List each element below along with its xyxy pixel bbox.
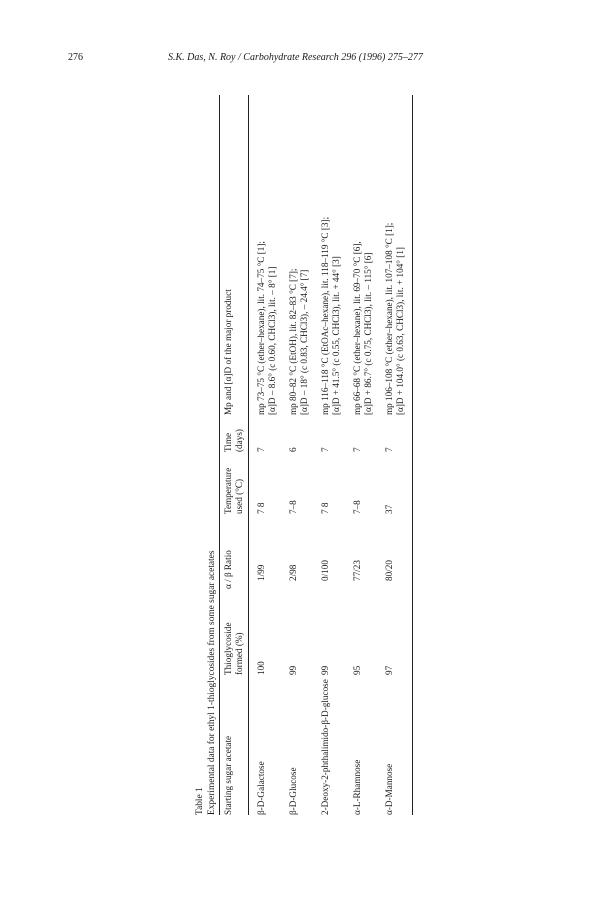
header-starting-sugar: Starting sugar acetate <box>220 675 249 815</box>
cell-temperature: 37 <box>377 452 413 514</box>
cell-mp: mp 106–108 °C (ether–hexane), lit. 107–108 °C [1]; [α]D + 104.0° (c 0.63, CHCl3), lit. + 104° [1] <box>377 95 413 415</box>
cell-ratio: 77/23 <box>351 560 362 581</box>
cell-ratio: 0/100 <box>319 560 330 581</box>
journal-reference: S.K. Das, N. Roy / Carbohydrate Research 296 (1996) 275–277 <box>168 52 423 63</box>
cell-ratio: 80/20 <box>377 514 413 589</box>
cell-yield: 100 <box>255 661 266 675</box>
cell-temperature: 7 8 <box>255 502 266 514</box>
cell-mp: mp 73–75 °C (ether–hexane), lit. 74–75 °C [1]; [α]D – 8.6° (c 0.60, CHCl3), lit. – 8° [1] <box>255 241 277 415</box>
cell-yield: 99 <box>287 665 298 675</box>
cell-yield: 99 <box>319 665 330 675</box>
cell-time: 7 <box>351 447 362 452</box>
table-row <box>281 95 313 815</box>
header-ratio: α / β Ratio <box>220 514 249 589</box>
header-thioglycoside-formed: Thioglycoside formed (%) <box>220 589 249 675</box>
table-row <box>248 95 281 815</box>
cell-temperature: 7 8 <box>319 502 330 514</box>
header-mp: Mp and [α]D of the major product <box>220 95 249 415</box>
table-label: Table 1 <box>195 787 205 815</box>
data-table <box>220 95 413 815</box>
header-time: Time (days) <box>220 415 249 452</box>
cell-sugar: β-D-Glucose <box>287 767 298 815</box>
cell-time: 7 <box>319 447 330 452</box>
table-row <box>345 95 377 815</box>
cell-temperature: 7–8 <box>287 500 298 514</box>
cell-time: 7 <box>255 447 266 452</box>
cell-ratio: 1/99 <box>255 564 266 581</box>
cell-time: 7 <box>377 415 413 452</box>
header-temperature: Temperature used (°C) <box>220 452 249 514</box>
cell-yield: 97 <box>377 589 413 675</box>
rotated-table <box>195 95 423 815</box>
cell-mp: mp 80–82 °C (EtOH), lit. 82–83 °C [7]; [α]D – 18° (c 0.83, CHCl3), – 24.4° [7] <box>287 268 309 415</box>
table-row <box>377 95 413 815</box>
table-header-row <box>220 95 249 815</box>
cell-mp: mp 116–118 °C (EtOAc–hexane), lit. 118–119 °C [3]; [α]D + 41.5° (c 0.55, CHCl3), lit. + 44° [3] <box>319 216 341 415</box>
table-caption: Experimental data for ethyl 1-thioglycosides from some sugar acetates <box>207 550 218 815</box>
cell-mp: mp 66–68 °C (ether–hexane), lit. 69–70 °C [6], [α]D + 86.7° (c 0.75, CHCl3), lit. – 115° [6] <box>351 241 373 415</box>
cell-sugar: 2-Deoxy-2-phthalimido-β-D-glucose <box>319 679 330 815</box>
cell-yield: 95 <box>351 665 362 675</box>
cell-ratio: 2/98 <box>287 564 298 581</box>
page-number: 276 <box>68 52 83 63</box>
cell-sugar: β-D-Galactose <box>255 761 266 815</box>
cell-temperature: 7–8 <box>351 500 362 514</box>
cell-time: 6 <box>287 447 298 452</box>
table-row <box>313 95 345 815</box>
running-head <box>0 52 605 68</box>
cell-sugar: α-D-Mannose <box>377 675 413 815</box>
cell-sugar: α-L-Rhamnose <box>351 759 362 815</box>
